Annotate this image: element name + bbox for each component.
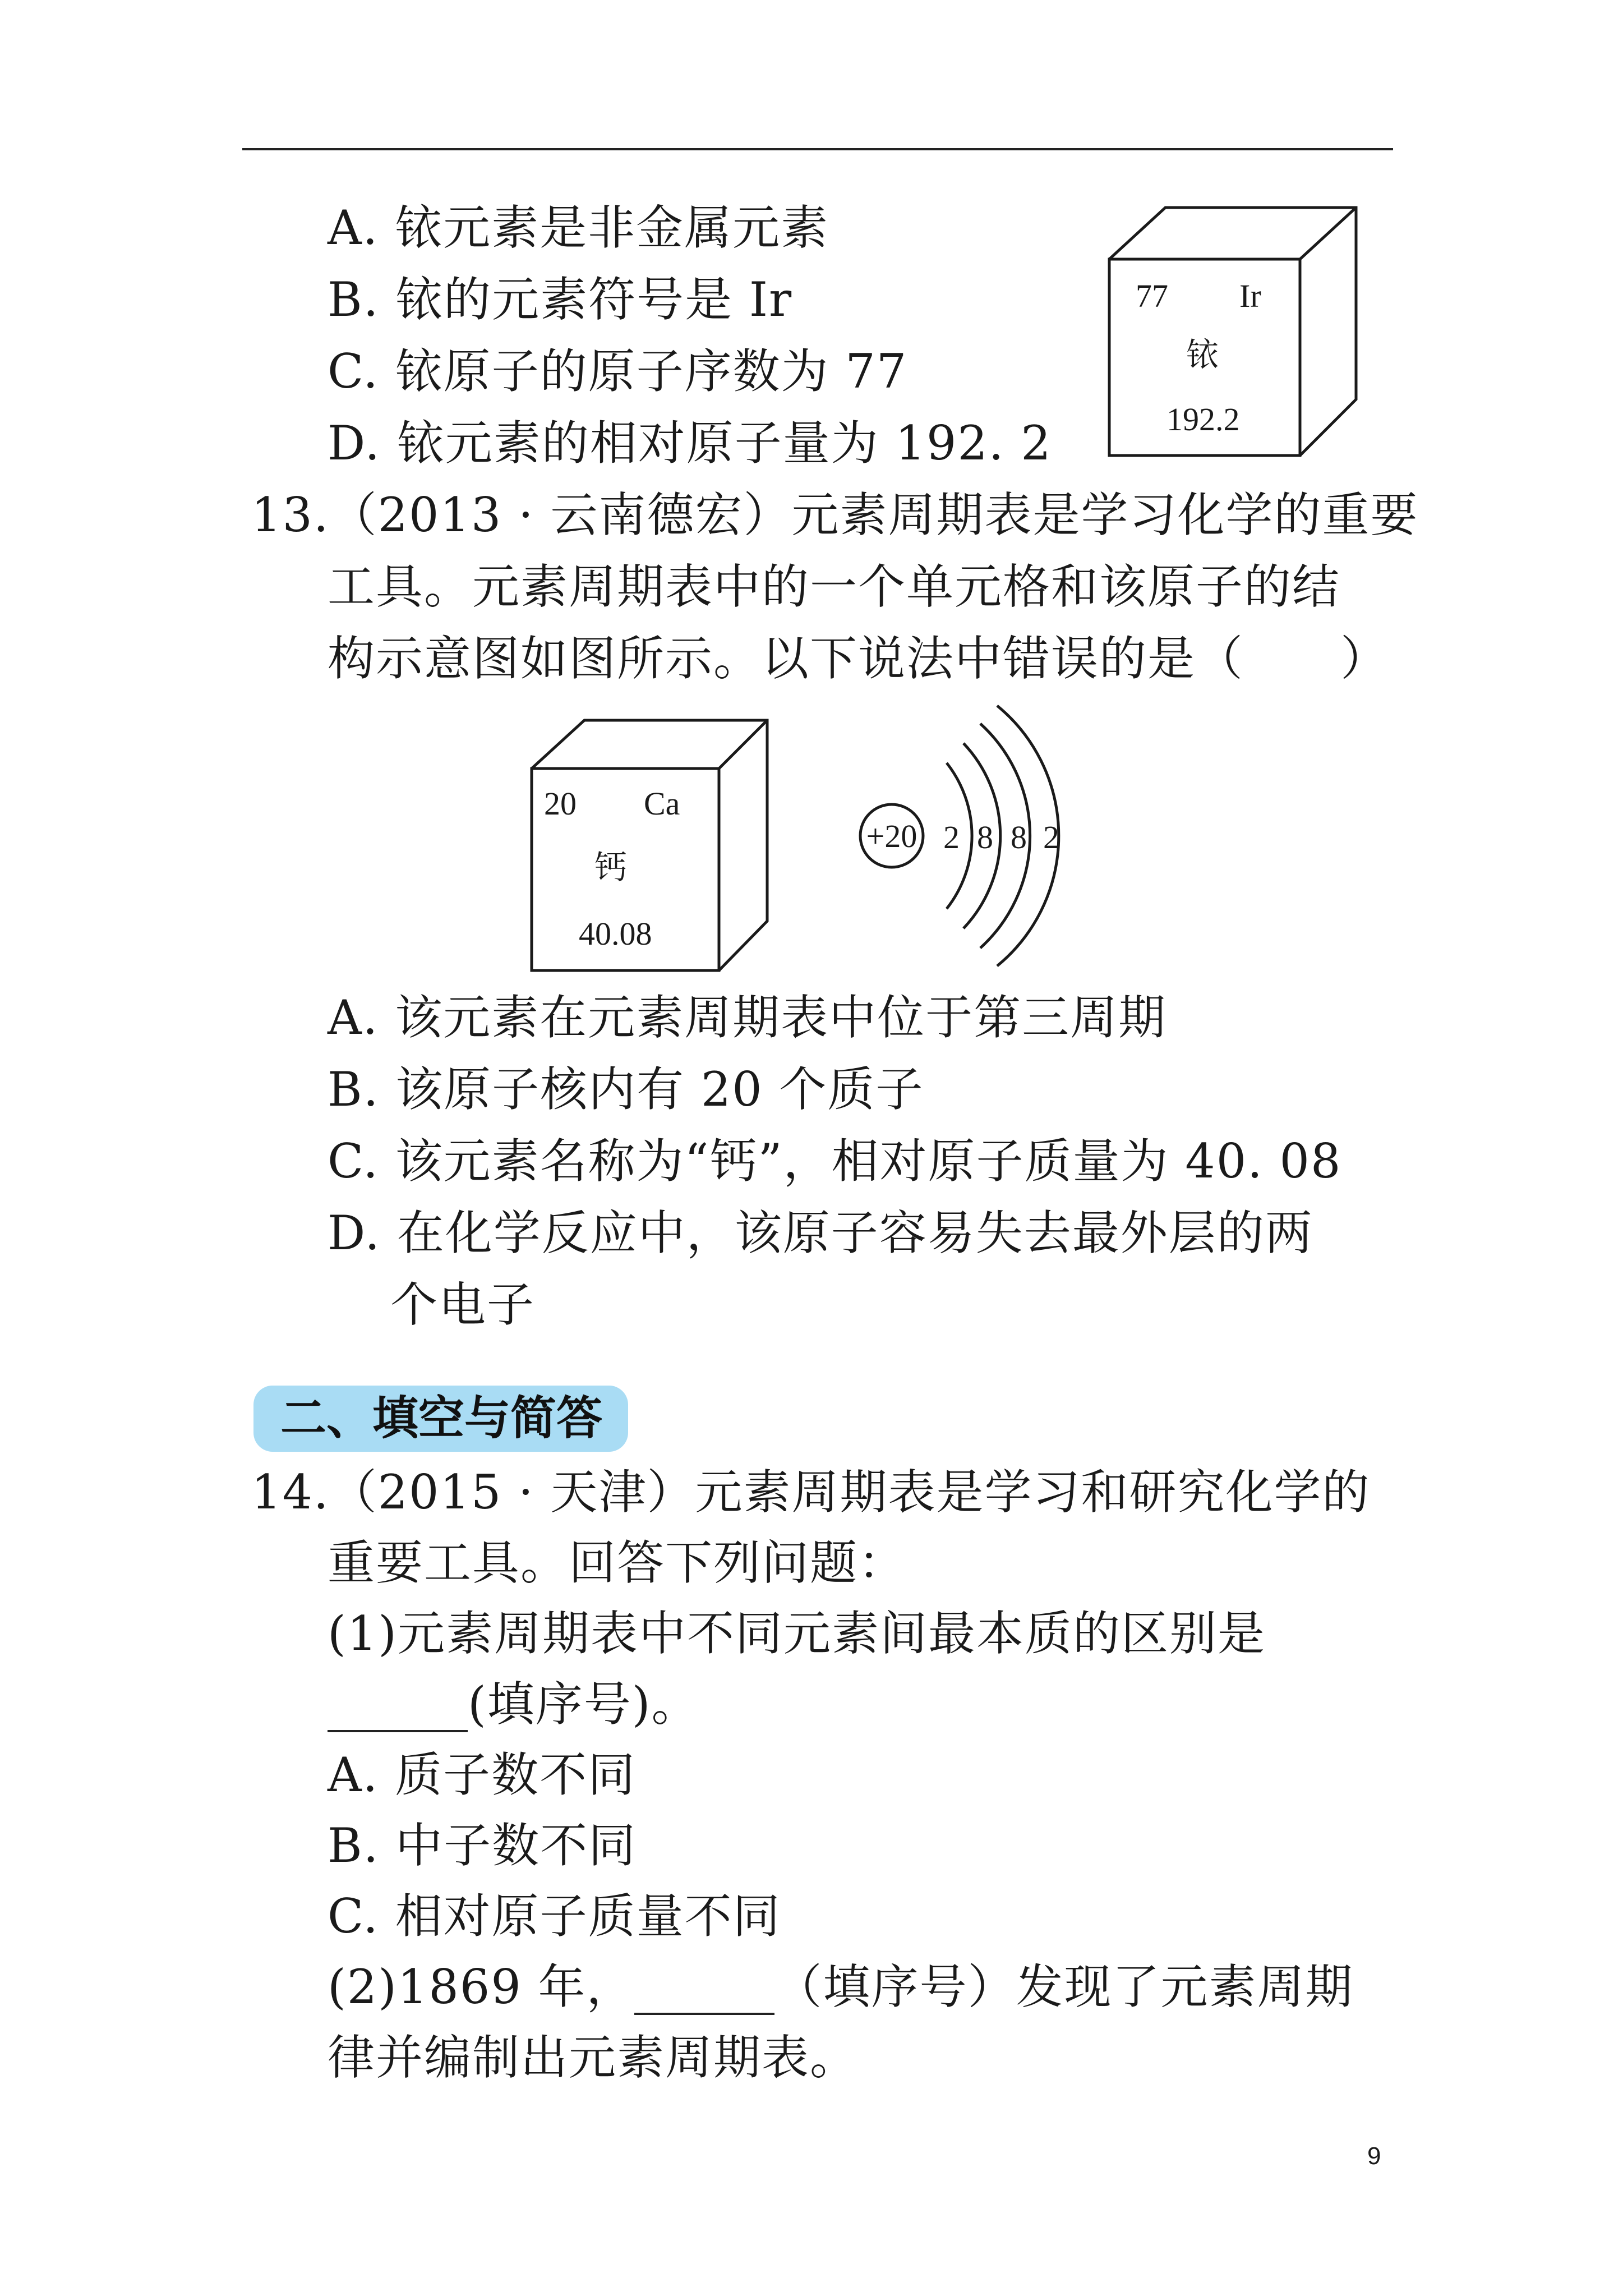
q14-part2-line-2: 律并编制出元素周期表。: [328, 2030, 859, 2085]
q14-part1-answer-line: [328, 1676, 700, 1732]
header-rule: [242, 148, 1393, 150]
shell-3-electrons: 8: [1011, 819, 1027, 855]
q12-option-a: A. 铱元素是非金属元素: [328, 200, 829, 255]
q14-part1-option-a: A. 质子数不同: [328, 1747, 637, 1802]
ca-mass: 40.08: [579, 915, 652, 952]
q13-option-b: B. 该原子核内有 20 个质子: [328, 1062, 924, 1117]
q14-part1-option-b: B. 中子数不同: [328, 1818, 637, 1873]
q14-part1-question: (1)元素周期表中不同元素间最本质的区别是: [328, 1606, 1266, 1661]
ir-number: 77: [1136, 278, 1168, 314]
q14-part1-option-c: C. 相对原子质量不同: [328, 1889, 781, 1944]
ca-number: 20: [544, 785, 577, 822]
shell-4-electrons: 2: [1043, 819, 1059, 855]
shell-2-electrons: 8: [977, 819, 993, 855]
ir-symbol: Ir: [1239, 278, 1261, 314]
atomic-structure-diagram: [847, 701, 1088, 970]
q14-part2-prefix: (2)1869 年，: [328, 1959, 635, 2014]
page-number: 9: [1367, 2142, 1381, 2170]
shell-1-electrons: 2: [943, 819, 960, 855]
calcium-cell-figure: [527, 716, 774, 976]
q13-stem-line-1: 13.（2013 · 云南德宏）元素周期表是学习化学的重要: [251, 487, 1419, 542]
q13-option-a: A. 该元素在元素周期表中位于第三周期: [328, 990, 1167, 1045]
q13-stem-line-2: 工具。元素周期表中的一个单元格和该原子的结: [328, 559, 1341, 614]
q14-part2-suffix: （填序号）发现了元素周期: [774, 1959, 1354, 2014]
q13-option-d: D. 在化学反应中，该原子容易失去最外层的两: [328, 1205, 1313, 1260]
q12-option-d: D. 铱元素的相对原子量为 192. 2: [328, 416, 1052, 471]
section-heading: 二、填空与简答: [280, 1392, 603, 1445]
q14-part1-blank[interactable]: [328, 1685, 468, 1732]
q14-stem-line-2: 重要工具。回答下列问题：: [328, 1535, 907, 1590]
q12-option-c: C. 铱原子的原子序数为 77: [328, 344, 908, 399]
ca-name: 钙: [594, 849, 628, 886]
ir-name: 铱: [1186, 337, 1219, 373]
q14-part2-line-1: [328, 1959, 1353, 2015]
ir-mass: 192.2: [1166, 401, 1240, 438]
q13-option-d-cont: 个电子: [390, 1277, 536, 1332]
q13-option-c: C. 该元素名称为“钙”，相对原子质量为 40. 08: [328, 1134, 1342, 1189]
q13-stem-line-3: 构示意图如图所示。以下说法中错误的是（ ）: [328, 631, 1389, 686]
ca-symbol: Ca: [644, 785, 680, 822]
iridium-cell-figure: [1105, 203, 1363, 460]
q12-option-b: B. 铱的元素符号是 Ir: [328, 272, 793, 327]
q14-part2-blank[interactable]: [634, 1968, 774, 2015]
q14-part1-suffix: (填序号)。: [468, 1677, 700, 1732]
nucleus-charge: +20: [866, 818, 917, 854]
q14-stem-line-1: 14.（2015 · 天津）元素周期表是学习和研究化学的: [251, 1465, 1371, 1520]
